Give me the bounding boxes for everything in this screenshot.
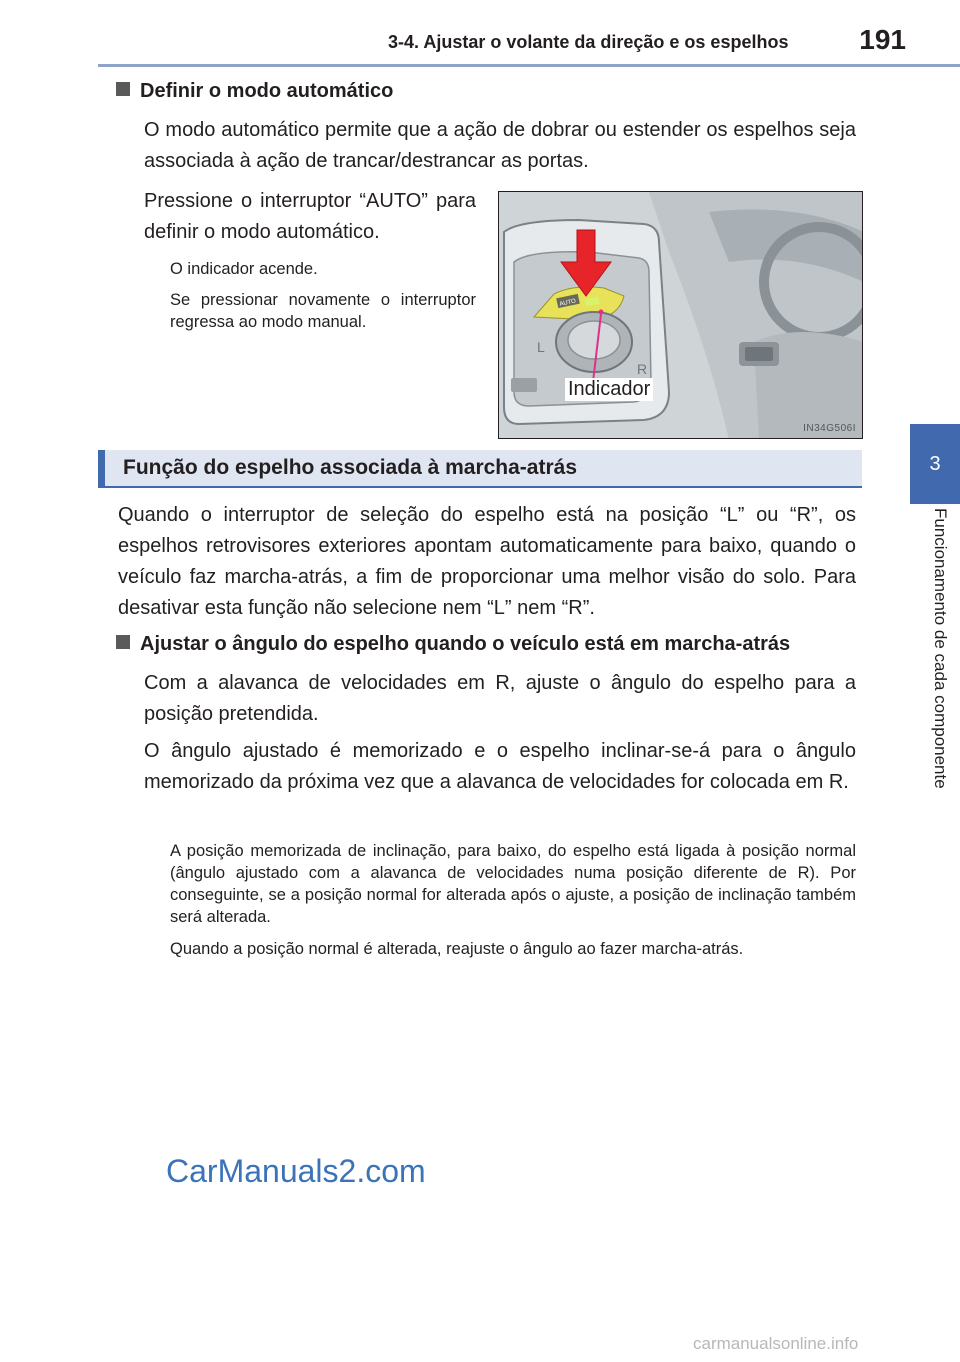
auto-mode-note-2: Se pressionar novamente o interruptor regressa ao modo manual. [170,291,476,331]
reverse-body: Quando o interruptor de seleção do espelho está na posição “L” ou “R”, os espelhos retrovisores exteriores apontam automaticamente para baixo, quando o veículo faz marcha-atrás, a fim de proporcionar uma melhor visão do solo. Para desativar esta função não selecione nem “L” nem “R”. [118,504,856,619]
auto-mode-note-1: O indicador acende. [170,260,318,278]
figure-callout-label: Indicador [565,378,653,401]
chapter-number: 3 [929,452,941,475]
auto-mode-heading-text: Definir o modo automático [140,80,394,102]
watermark-logo: CarManuals2.com [166,1153,426,1189]
angle-adjust-heading-text: Ajustar o ângulo do espelho quando o veículo está em marcha-atrás [140,633,791,655]
auto-mode-intro: O modo automático permite que a ação de dobrar ou estender os espelhos seja associada à ação de trancar/destrancar as portas. [144,119,856,172]
section-bar-reverse [98,450,862,488]
switch-auto-text: AUTO [558,298,577,308]
angle-adjust-note-1: A posição memorizada de inclinação, para baixo, do espelho está ligada à posição normal (ângulo ajustado com a alavanca de velocidades numa posição diferente de R). Por conseguinte, se a posição normal for alterada após o ajuste, a posição de inclinação também será alterada. [170,842,856,926]
chapter-title-vertical [908,508,952,868]
mirror-switch-figure [498,191,863,439]
angle-adjust-para-2: O ângulo ajustado é memorizado e o espelho inclinar-se-á para o ângulo memorizado da próxima vez que a alavanca de velocidades for colocada em R. [144,740,856,793]
header-rule [98,64,960,67]
page-number: 191 [859,24,906,55]
auto-mode-instruction: Pressione o interruptor “AUTO” para definir o modo automático. [144,190,476,243]
mirror-switch-illustration [499,192,863,439]
chapter-tab [910,424,960,504]
bullet-square [116,82,130,96]
bullet-square [116,635,130,649]
angle-adjust-note-2: Quando a posição normal é alterada, reajuste o ângulo ao fazer marcha-atrás. [170,940,744,958]
angle-adjust-para-1: Com a alavanca de velocidades em R, ajuste o ângulo do espelho para a posição pretendida. [144,672,856,725]
chapter-title: Funcionamento de cada componente [931,508,950,789]
watermark-footer: carmanualsonline.info [693,1334,859,1353]
angle-adjust-heading [116,633,790,656]
switch-r-mark: R [637,361,648,377]
auto-mode-heading [116,80,393,103]
figure-code: IN34G506I [803,423,856,434]
switch-l-mark: L [537,339,545,355]
section-title: Função do espelho associada à marcha-atrás [123,456,578,479]
header-title: 3-4. Ajustar o volante da direção e os espelhos [388,32,789,52]
